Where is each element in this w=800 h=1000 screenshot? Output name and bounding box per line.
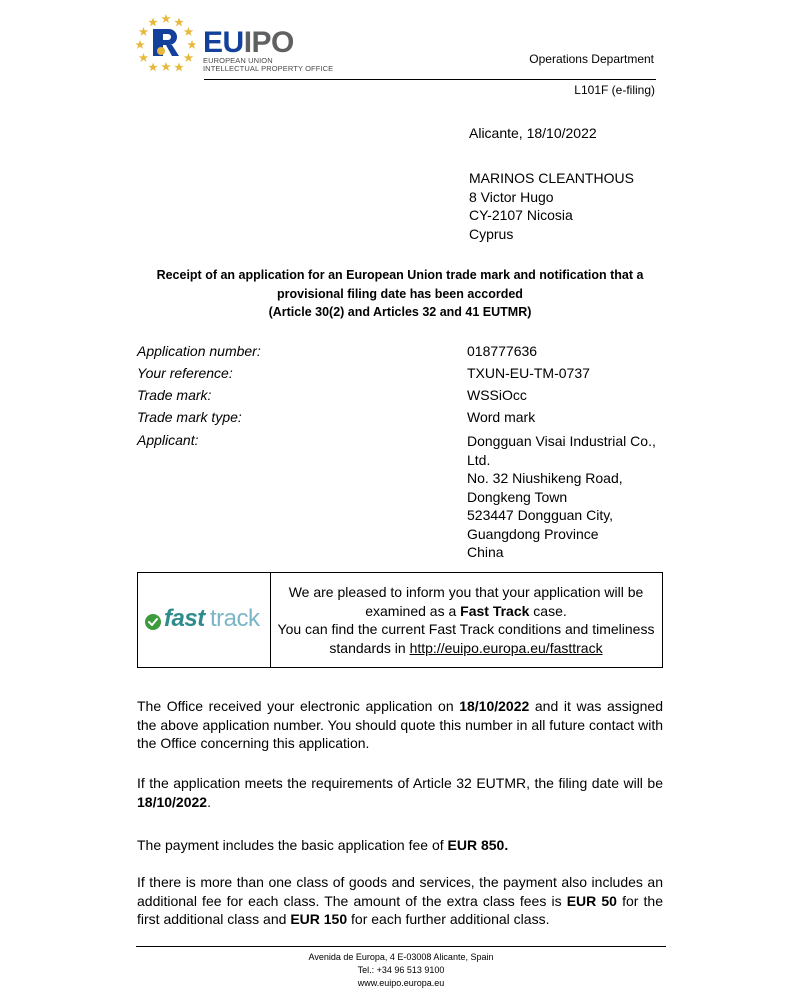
trade-mark-type-label: Trade mark type: (137, 409, 242, 425)
title-line: Receipt of an application for an European Union trade mark and notification that a (156, 268, 644, 282)
applicant-label: Applicant: (137, 432, 199, 448)
trade-mark-value: WSSiOcc (467, 387, 527, 403)
paragraph-class-fees (137, 873, 663, 929)
r-mark-icon (153, 29, 179, 56)
trade-mark-label: Trade mark: (137, 387, 212, 403)
fast-track-box (137, 572, 663, 668)
p3-pre: The payment includes the basic application fee of (137, 837, 448, 853)
footer-phone: Tel.: +34 96 513 9100 (357, 965, 445, 975)
applicant-line: No. 32 Niushikeng Road, (467, 470, 623, 486)
addressee-line: Cyprus (469, 225, 514, 242)
footer-divider (136, 946, 666, 947)
fast-logo-text: fast (164, 605, 205, 632)
applicant-line: Ltd. (467, 451, 491, 468)
p2-post: . (207, 793, 211, 810)
applicant-value (467, 432, 657, 562)
paragraph-filing-date (137, 774, 663, 811)
fast-track-line4-pre: standards in (329, 639, 410, 656)
addressee-line: 8 Victor Hugo (469, 188, 554, 205)
your-reference-value: TXUN-EU-TM-0737 (467, 365, 590, 381)
euipo-emblem-logo (136, 12, 196, 72)
p4-mid: for the first additional class and (137, 892, 663, 927)
checkmark-icon (144, 605, 164, 633)
applicant-line: Guangdong Province (467, 525, 599, 542)
your-reference-label: Your reference: (137, 365, 233, 381)
title-line: provisional filing date has been accorded (277, 286, 523, 301)
paragraph-basic-fee (137, 836, 663, 855)
p3-fee: EUR 850. (447, 837, 509, 853)
fast-track-message (270, 573, 662, 667)
p4-fee-first: EUR 50 (566, 892, 617, 909)
footer-address: Avenida de Europa, 4 E-03008 Alicante, Spain (308, 952, 494, 962)
paragraph-receipt (137, 697, 663, 753)
logo-subtitle-line1: EUROPEAN UNION (203, 56, 273, 65)
applicant-line: Dongkeng Town (467, 488, 568, 505)
application-number-label: Application number: (137, 343, 261, 359)
fast-track-link[interactable]: http://euipo.europa.eu/fasttrack (409, 639, 603, 656)
logo-eu-text: EU (203, 26, 244, 59)
form-code: L101F (e-filing) (574, 83, 655, 97)
trade-mark-type-value: Word mark (467, 409, 536, 425)
euipo-wordmark (203, 28, 294, 58)
p4-pre: If there is more than one class of goods and services, the payment also includes an additional fee for each class. The amount of the extra class fees is (137, 874, 663, 909)
addressee-block (469, 169, 634, 243)
p4-post: for each further additional class. (347, 911, 550, 927)
fast-track-line2 (270, 602, 662, 621)
fast-track-line1: We are pleased to inform you that your application will be (288, 584, 644, 600)
applicant-line: China (467, 544, 504, 560)
fast-track-line4 (270, 639, 662, 658)
letter-title (137, 266, 663, 322)
p2-date: 18/10/2022 (137, 793, 208, 810)
fast-track-bold: Fast Track (460, 602, 530, 619)
department-name: Operations Department (529, 52, 654, 66)
application-number-value: 018777636 (467, 343, 538, 359)
header-divider (204, 79, 656, 80)
applicant-line: 523447 Dongguan City, (467, 507, 614, 523)
p4-fee-further: EUR 150 (290, 911, 348, 927)
p1-date: 18/10/2022 (459, 698, 530, 714)
logo-subtitle-line2: INTELLECTUAL PROPERTY OFFICE (203, 64, 334, 73)
fast-track-logo (138, 573, 271, 667)
fast-track-line2-pre: examined as a (365, 602, 461, 619)
fast-track-line3: You can find the current Fast Track conditions and timeliness (277, 621, 655, 637)
p2-pre: If the application meets the requirements of Article 32 EUTMR, the filing date will be (137, 775, 663, 791)
place-date: Alicante, 18/10/2022 (469, 125, 597, 141)
p1-pre: The Office received your electronic application on (137, 698, 460, 714)
addressee-line: MARINOS CLEANTHOUS (469, 170, 634, 186)
applicant-line: Dongguan Visai Industrial Co., (467, 433, 656, 449)
p1-post: and it was assigned the above application number. You should quote this number in all future contact with the Office concerning this application. (137, 698, 663, 751)
logo-ipo-text: IPO (243, 26, 294, 59)
fast-track-line2-post: case. (529, 602, 567, 619)
footer-web: www.euipo.europa.eu (357, 978, 445, 988)
title-line: (Article 30(2) and Articles 32 and 41 EUTMR) (268, 305, 532, 319)
track-logo-text: track (210, 605, 260, 632)
addressee-line: CY-2107 Nicosia (469, 207, 573, 223)
